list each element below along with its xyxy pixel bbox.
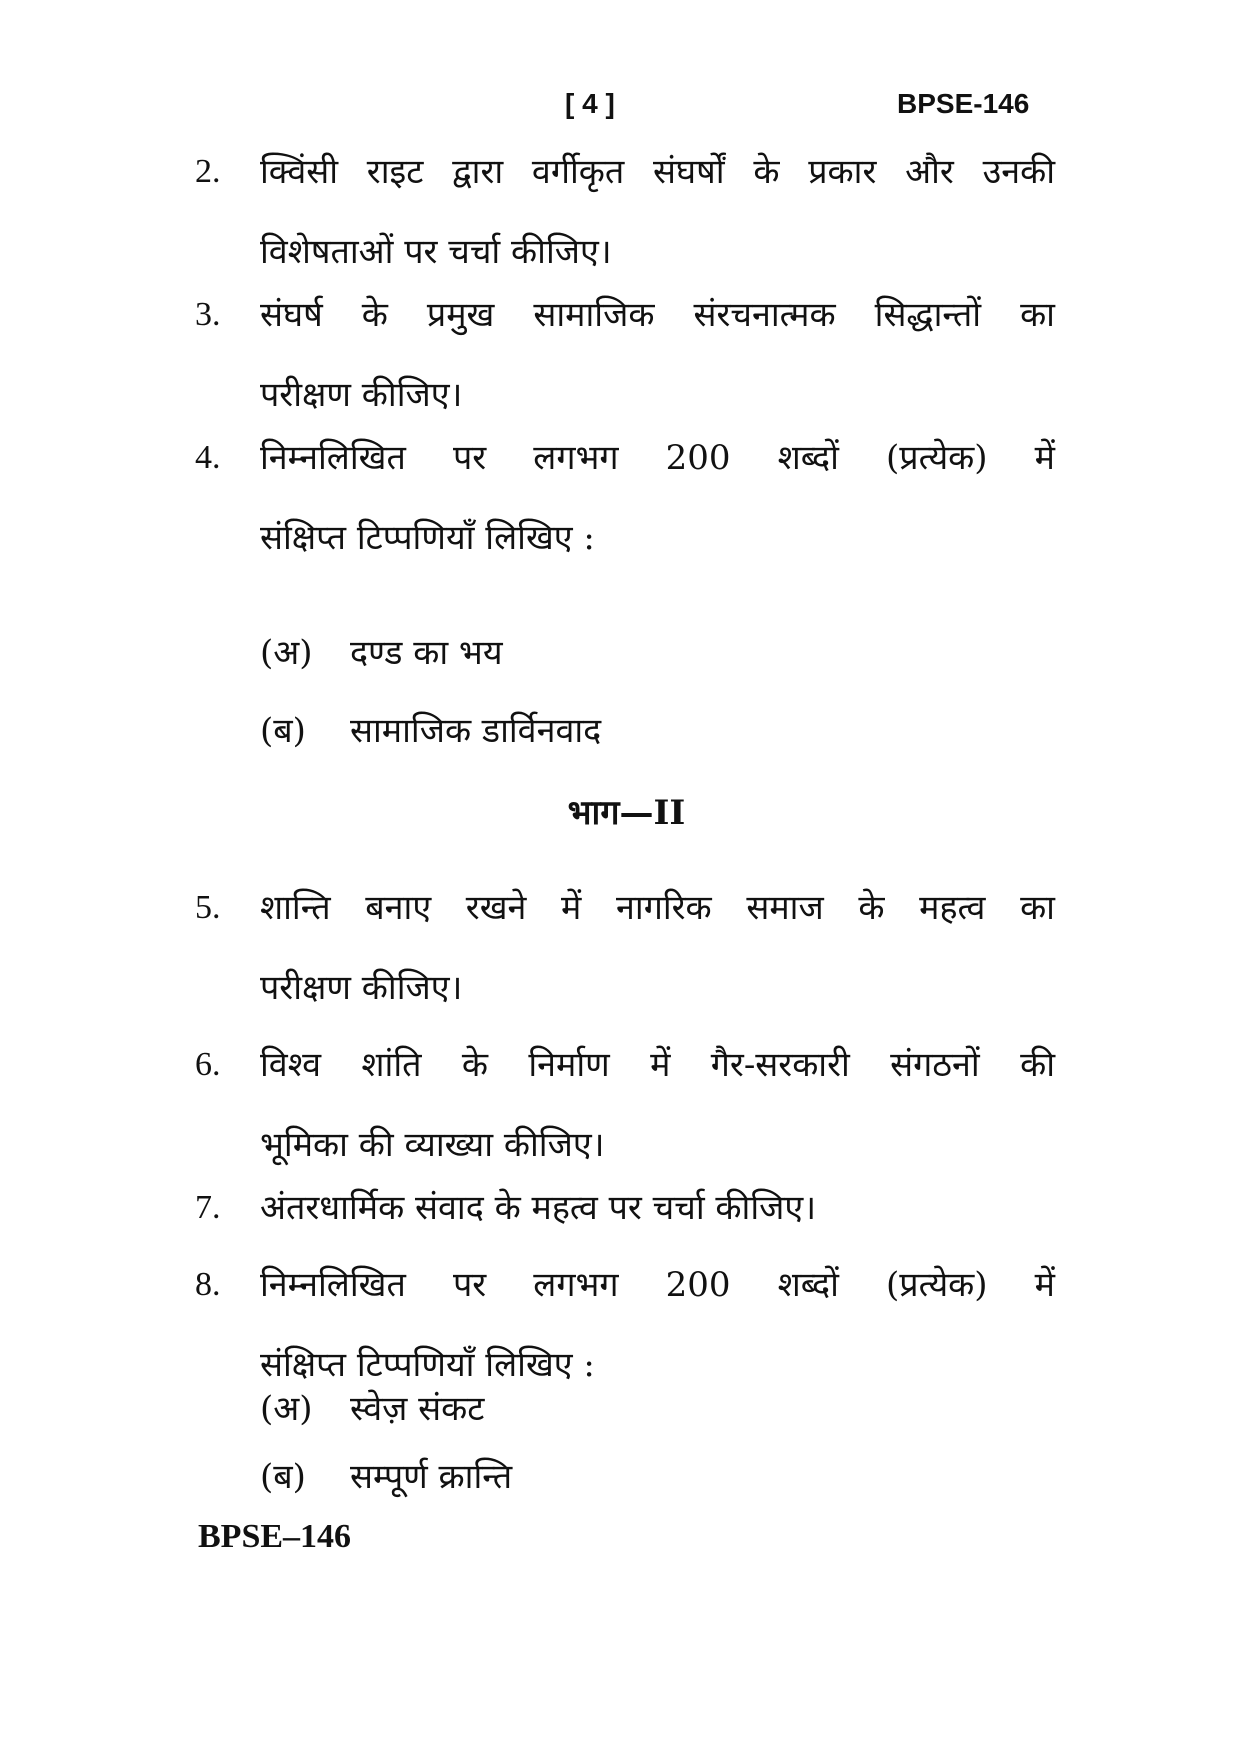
question-7 xyxy=(195,1168,1055,1248)
question-number: 8. xyxy=(195,1266,221,1303)
question-number: 6. xyxy=(195,1046,221,1083)
question-number: 2. xyxy=(195,153,221,190)
sub-question-text: दण्ड का भय xyxy=(350,633,503,673)
sub-question-label: (अ) xyxy=(260,1389,313,1429)
question-text-line: संघर्ष के प्रमुख सामाजिक संरचनात्मक सिद्धान्तों का xyxy=(260,295,1055,335)
question-text-line: भूमिका की व्याख्या कीजिए। xyxy=(260,1125,605,1165)
question-number: 3. xyxy=(195,296,221,333)
sub-question xyxy=(260,1452,512,1498)
question-text-line: निम्नलिखित पर लगभग 200 शब्दों (प्रत्येक) में xyxy=(260,438,1055,478)
sub-question xyxy=(260,706,601,752)
page-number: [ 4 ] xyxy=(565,88,615,119)
question-text-line: परीक्षण कीजिए। xyxy=(260,968,463,1008)
sub-question-text: स्वेज़ संकट xyxy=(350,1389,485,1429)
sub-question xyxy=(260,1384,484,1430)
sub-question-text: सम्पूर्ण क्रान्ति xyxy=(350,1457,513,1497)
question-3 xyxy=(195,275,1055,435)
question-number: 4. xyxy=(195,439,221,476)
question-8 xyxy=(195,1245,1055,1405)
section-title: भाग—II xyxy=(567,793,686,833)
sub-question-text: सामाजिक डार्विनवाद xyxy=(350,711,602,751)
question-6 xyxy=(195,1025,1055,1185)
question-number: 5. xyxy=(195,889,221,926)
question-text-line: निम्नलिखित पर लगभग 200 शब्दों (प्रत्येक) में xyxy=(260,1265,1055,1305)
question-text-line: अंतरधार्मिक संवाद के महत्व पर चर्चा कीजिए। xyxy=(260,1188,817,1228)
question-5 xyxy=(195,868,1055,1028)
question-text-line: परीक्षण कीजिए। xyxy=(260,375,463,415)
question-text-line: संक्षिप्त टिप्पणियाँ लिखिए : xyxy=(260,518,595,558)
sub-question-label: (अ) xyxy=(260,633,313,673)
sub-question-label: (ब) xyxy=(260,711,306,751)
question-text-line: शान्ति बनाए रखने में नागरिक समाज के महत्व का xyxy=(260,888,1055,928)
question-number: 7. xyxy=(195,1189,221,1226)
sub-question xyxy=(260,628,503,674)
question-text-line: विशेषताओं पर चर्चा कीजिए। xyxy=(260,232,612,272)
sub-question-label: (ब) xyxy=(260,1457,306,1497)
question-4 xyxy=(195,418,1055,578)
question-text-line: क्विंसी राइट द्वारा वर्गीकृत संघर्षों के प्रकार और उनकी xyxy=(260,152,1055,192)
question-2 xyxy=(195,132,1055,292)
course-code-header: BPSE-146 xyxy=(897,88,1030,119)
question-text-line: विश्व शांति के निर्माण में गैर-सरकारी संगठनों की xyxy=(260,1045,1055,1085)
course-code-footer: BPSE–146 xyxy=(198,1518,352,1555)
question-text-line: संक्षिप्त टिप्पणियाँ लिखिए : xyxy=(260,1345,595,1385)
